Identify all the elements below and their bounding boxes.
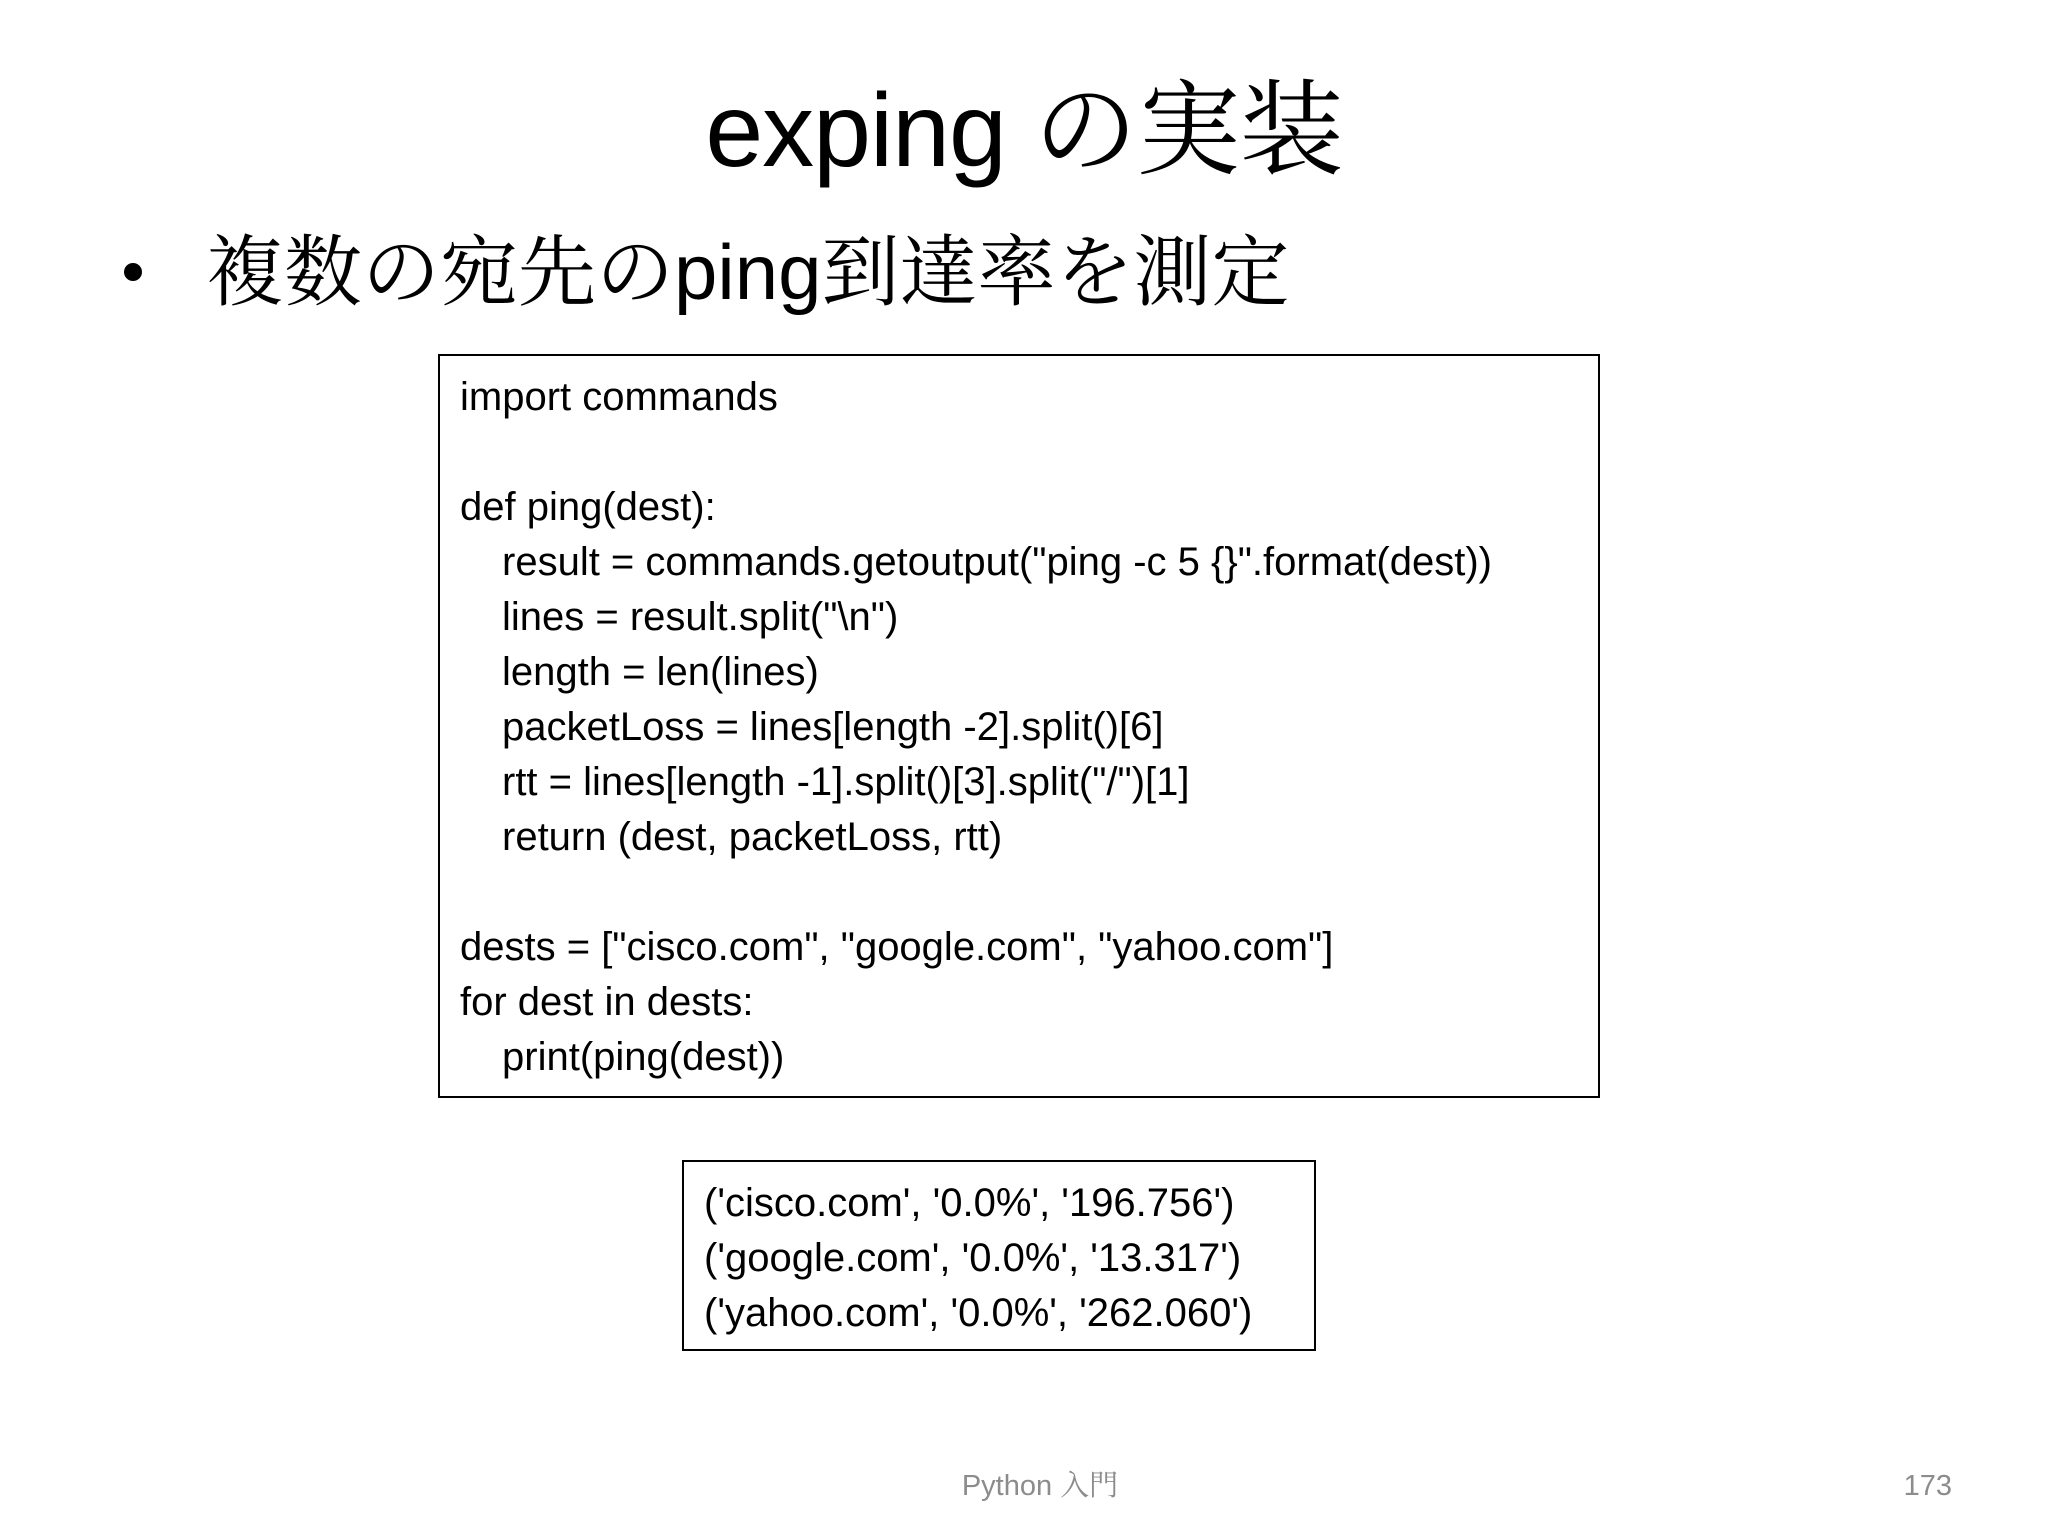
code-line: length = len(lines) [502, 650, 819, 694]
bullet-text: 複数の宛先のping到達率を測定 [206, 228, 1290, 316]
code-line: lines = result.split("\n") [502, 595, 899, 639]
footer-text: Python 入門 [961, 1470, 1119, 1502]
code-block [438, 354, 1600, 1098]
code-line [460, 865, 1598, 920]
output-line: ('cisco.com', '0.0%', '196.756') [704, 1181, 1235, 1225]
output-block [682, 1160, 1316, 1351]
bullet-dot-icon [124, 263, 142, 281]
output-line: ('yahoo.com', '0.0%', '262.060') [704, 1291, 1253, 1335]
code-line: return (dest, packetLoss, rtt) [502, 815, 1003, 859]
code-line: import commands [460, 375, 778, 419]
code-line: print(ping(dest)) [502, 1035, 785, 1079]
output-line: ('google.com', '0.0%', '13.317') [704, 1236, 1242, 1280]
slide-title: exping の実装 [705, 73, 1343, 189]
code-line: packetLoss = lines[length -2].split()[6] [502, 705, 1164, 749]
bullet-item [124, 222, 1289, 322]
code-line: result = commands.getoutput("ping -c 5 {}".format(dest)) [502, 540, 1492, 584]
code-line: rtt = lines[length -1].split()[3].split("/")[1] [502, 760, 1190, 804]
code-line: def ping(dest): [460, 485, 716, 529]
code-line [460, 425, 1598, 480]
page-number: 173 [1903, 1470, 1952, 1502]
code-line: dests = ["cisco.com", "google.com", "yahoo.com"] [460, 925, 1334, 969]
code-line: for dest in dests: [460, 980, 754, 1024]
